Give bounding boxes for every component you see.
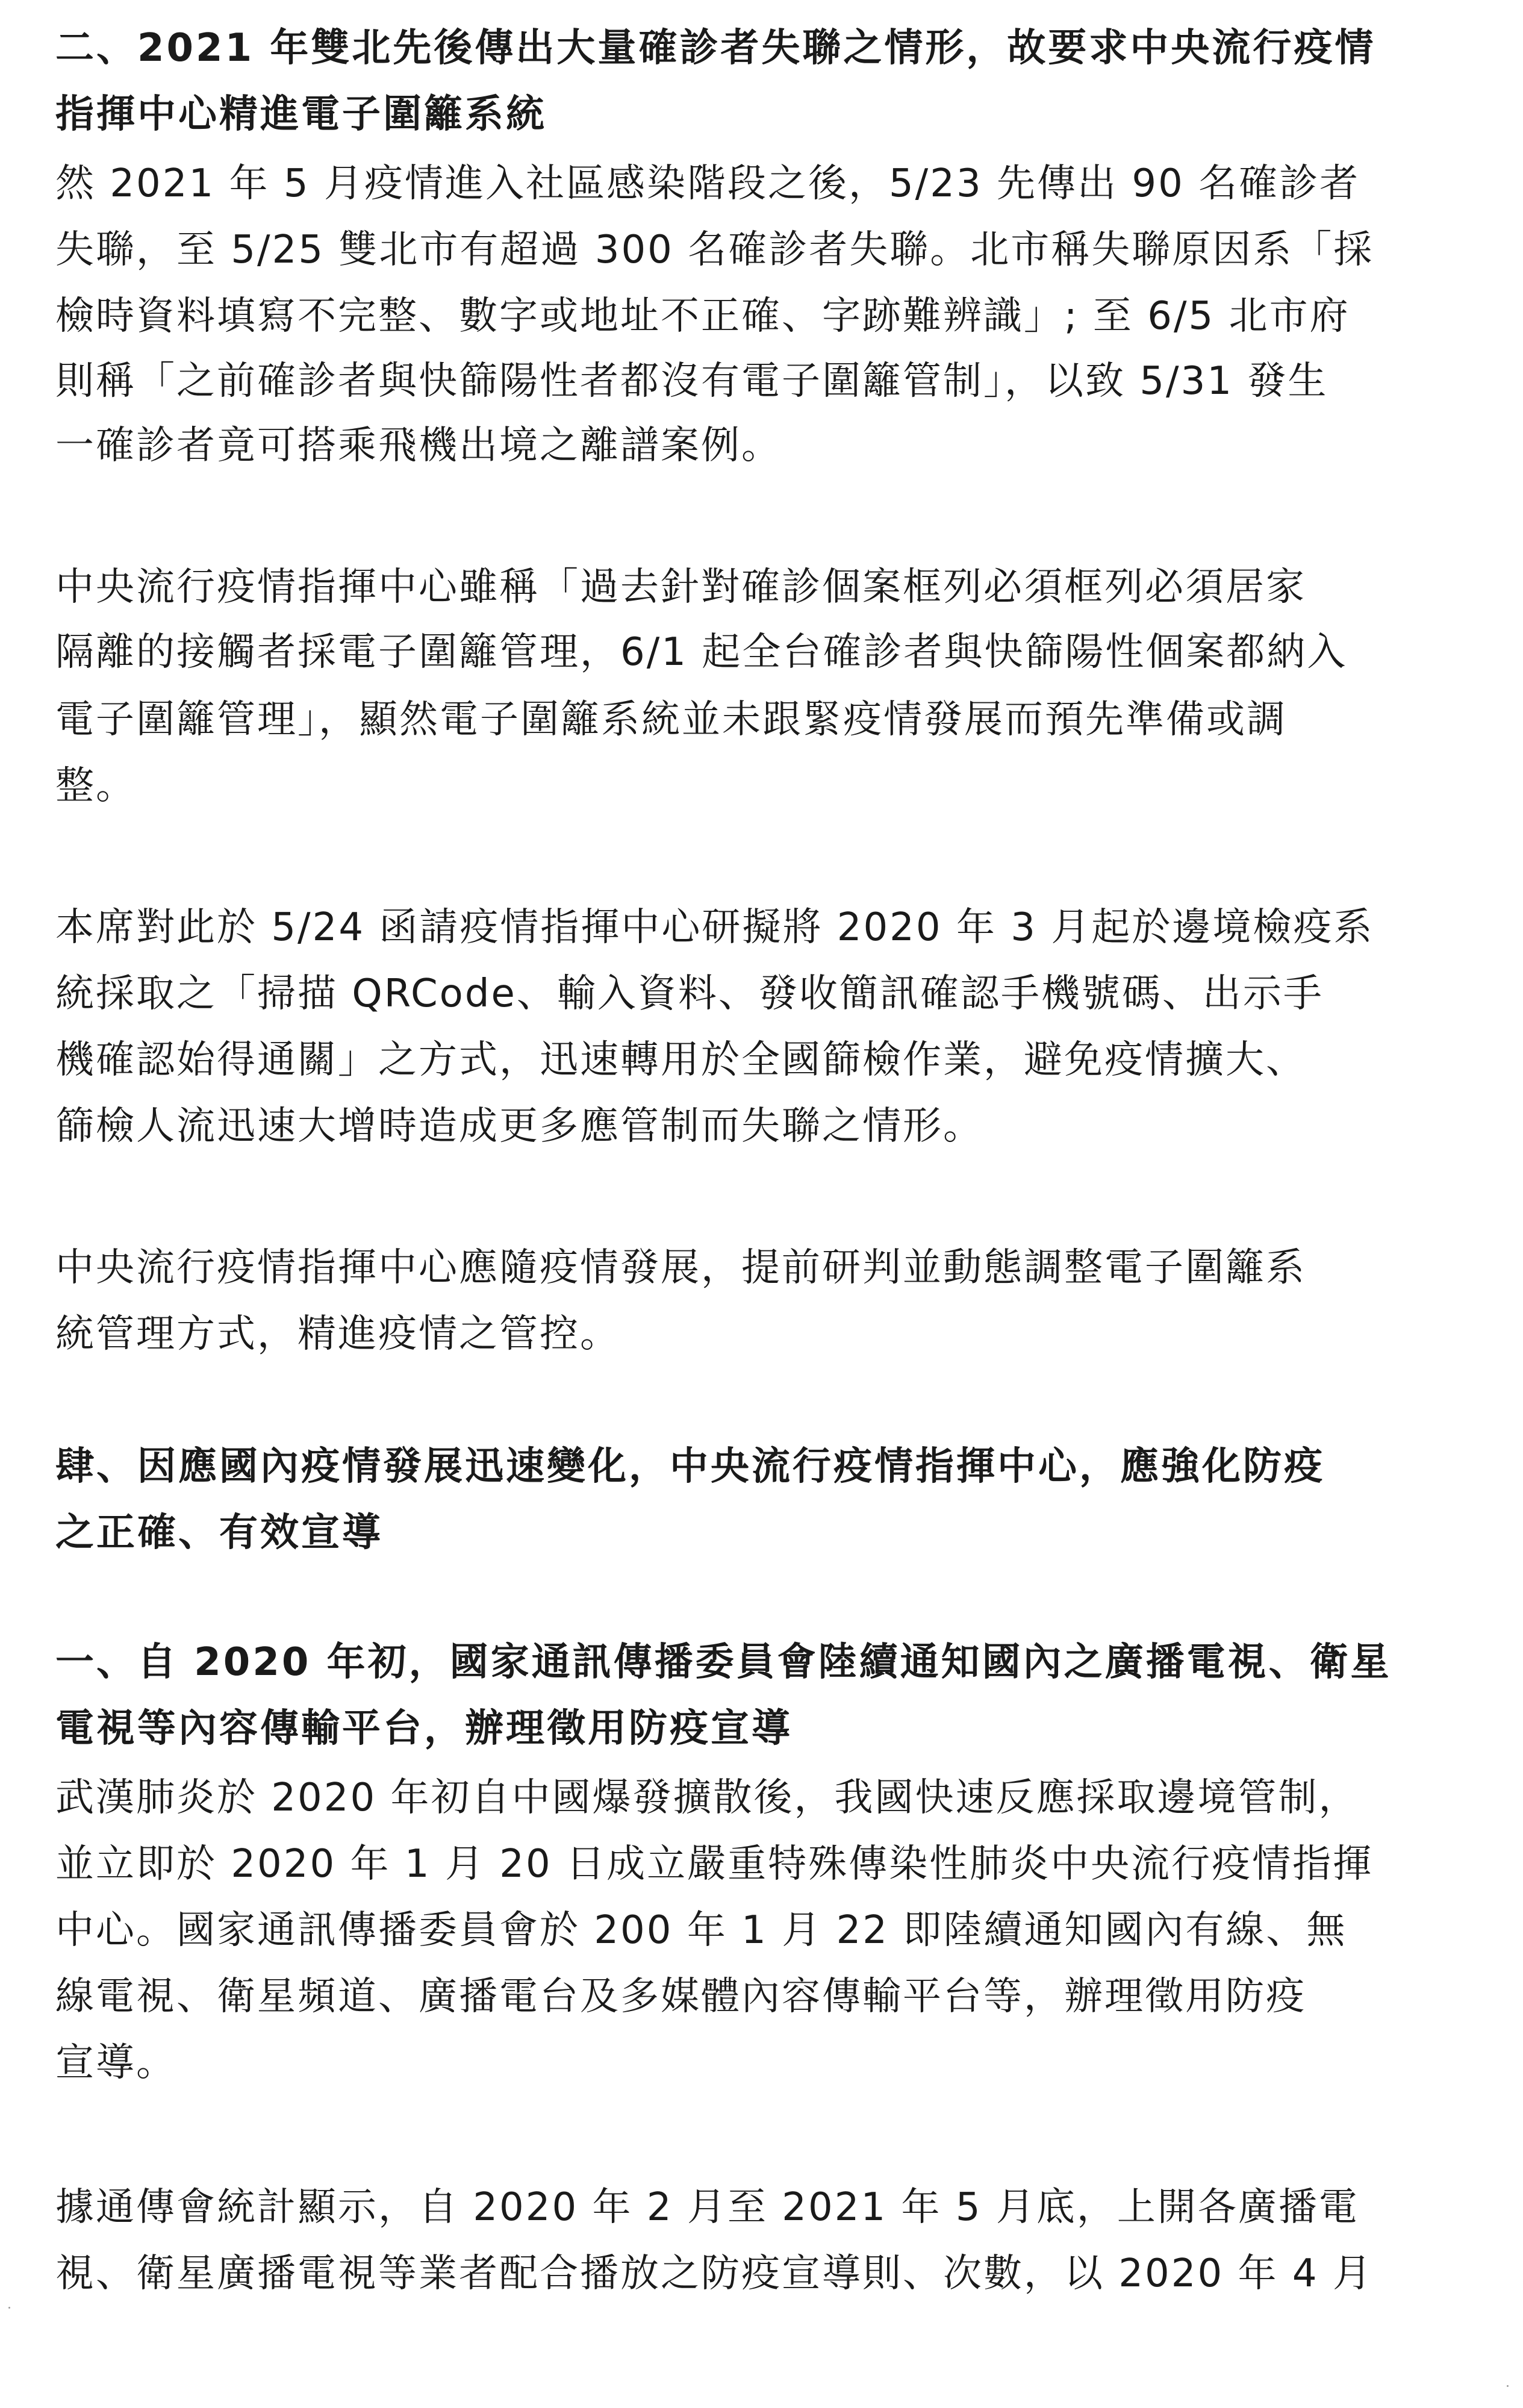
section-two-paragraph-3-line-3: 機確認始得通關」之方式，迅速轉用於全國篩檢作業，避免疫情擴大、 xyxy=(55,1038,1306,1082)
section-two-paragraph-1-line-4: 則稱「之前確診者與快篩陽性者都沒有電子圍籬管制」，以致 5/31 發生 xyxy=(55,359,1328,404)
section-two-paragraph-4-line-1: 中央流行疫情指揮中心應隨疫情發展，提前研判並動態調整電子圍籬系 xyxy=(55,1246,1306,1290)
section-two-paragraph-1-line-3: 檢時資料填寫不完整、數字或地址不正確、字跡難辨識」; 至 6/5 北市府 xyxy=(55,294,1350,338)
section-two-paragraph-4-line-2: 統管理方式，精進疫情之管控。 xyxy=(55,1312,620,1356)
subsection-one-paragraph-1-line-3: 中心。國家通訊傳播委員會於 200 年 1 月 22 即陸續通知國內有線、無 xyxy=(55,1908,1347,1953)
section-two-paragraph-2-line-3: 電子圍籬管理」，顯然電子圍籬系統並未跟緊疫情發展而預先準備或調 xyxy=(55,697,1287,742)
scan-speck xyxy=(1507,2385,1509,2387)
section-two-paragraph-1-line-5: 一確診者竟可搭乘飛機出境之離譜案例。 xyxy=(55,423,782,468)
section-two-paragraph-2-line-1: 中央流行疫情指揮中心雖稱「過去針對確診個案框列必須框列必須居家 xyxy=(55,565,1306,610)
section-two-paragraph-2-line-2: 隔離的接觸者採電子圍籬管理，6/1 起全台確診者與快篩陽性個案都納入 xyxy=(55,630,1348,675)
subsection-one-paragraph-1-line-5: 宣導。 xyxy=(55,2041,176,2085)
section-two-paragraph-3-line-2: 統採取之「掃描 QRCode、輸入資料、發收簡訊確認手機號碼、出示手 xyxy=(55,972,1324,1016)
section-two-paragraph-3-line-1: 本席對此於 5/24 函請疫情指揮中心研擬將 2020 年 3 月起於邊境檢疫系 xyxy=(55,905,1374,950)
section-two-heading-line-2: 指揮中心精進電子圍籬系統 xyxy=(55,92,547,137)
subsection-one-heading-line-1: 一、自 2020 年初，國家通訊傳播委員會陸續通知國內之廣播電視、衛星 xyxy=(55,1640,1392,1685)
section-two-paragraph-3-line-4: 篩檢人流迅速大增時造成更多應管制而失聯之情形。 xyxy=(55,1104,983,1149)
subsection-one-heading-line-2: 電視等內容傳輸平台，辦理徵用防疫宣導 xyxy=(55,1706,793,1751)
scan-speck xyxy=(8,2307,10,2309)
section-two-paragraph-1-line-1: 然 2021 年 5 月疫情進入社區感染階段之後，5/23 先傳出 90 名確診者 xyxy=(55,161,1360,206)
subsection-one-paragraph-2-line-1: 據通傳會統計顯示，自 2020 年 2 月至 2021 年 5 月底，上開各廣播電 xyxy=(55,2185,1359,2230)
section-four-heading-line-1: 肆、因應國內疫情發展迅速變化，中央流行疫情指揮中心，應強化防疫 xyxy=(55,1444,1325,1489)
section-two-paragraph-1-line-2: 失聯，至 5/25 雙北市有超過 300 名確診者失聯。北市稱失聯原因系「採 xyxy=(55,228,1374,272)
section-two-heading-line-1: 二、2021 年雙北先後傳出大量確診者失聯之情形，故要求中央流行疫情 xyxy=(55,26,1376,70)
subsection-one-paragraph-1-line-1: 武漢肺炎於 2020 年初自中國爆發擴散後，我國快速反應採取邊境管制， xyxy=(55,1776,1359,1820)
subsection-one-paragraph-2-line-2: 視、衛星廣播電視等業者配合播放之防疫宣導則、次數，以 2020 年 4 月 xyxy=(55,2251,1373,2296)
subsection-one-paragraph-1-line-2: 並立即於 2020 年 1 月 20 日成立嚴重特殊傳染性肺炎中央流行疫情指揮 xyxy=(55,1842,1374,1886)
subsection-one-paragraph-1-line-4: 線電視、衛星頻道、廣播電台及多媒體內容傳輸平台等，辦理徵用防疫 xyxy=(55,1974,1306,2019)
section-two-paragraph-2-line-4: 整。 xyxy=(55,764,136,808)
section-four-heading-line-2: 之正確、有效宣導 xyxy=(55,1511,383,1555)
